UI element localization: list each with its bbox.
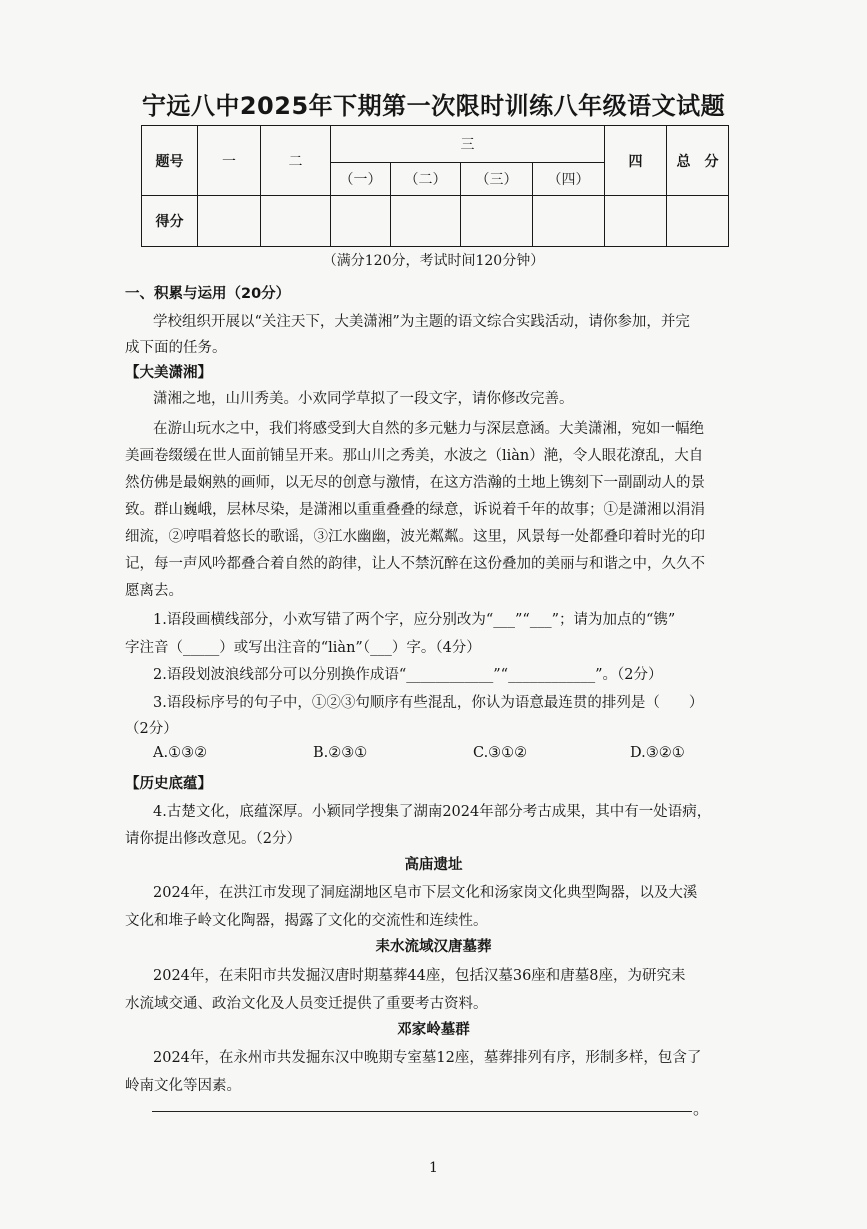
score-table-col-2: 二 <box>261 126 331 196</box>
score-table-header-label: 题号 <box>142 126 198 196</box>
question-3-cont: （2分） <box>125 721 178 737</box>
score-cell-2[interactable] <box>261 196 331 247</box>
score-table-col-1: 一 <box>198 126 261 196</box>
find-line: 2024年，在洪江市发现了洞庭湖地区皂市下层文化和汤家岗文化典型陶器，以及大溪 <box>153 885 698 901</box>
exam-note: （满分120分，考试时间120分钟） <box>322 253 545 269</box>
answer-line[interactable] <box>152 1111 692 1112</box>
para-line: 致。群山巍峨，层林尽染，是潇湘以重重叠叠的绿意，诉说着千年的故事；①是潇湘以涓涓 <box>125 502 705 518</box>
exam-title: 宁远八中2025年下期第一次限时训练八年级语文试题 <box>141 92 726 120</box>
question-1-cont: 字注音（_____）或写出注音的“liàn”（___）字。（4分） <box>125 640 481 656</box>
option-d[interactable]: D.③②① <box>630 745 685 761</box>
page-number: 1 <box>429 1160 438 1176</box>
find-line: 2024年，在永州市共发掘东汉中晚期专室墓12座，墓葬排列有序，形制多样，包含了 <box>153 1050 702 1066</box>
question-4: 4.古楚文化，底蕴深厚。小颖同学搜集了湖南2024年部分考古成果，其中有一处语病， <box>153 804 712 820</box>
find-heading: 耒水流域汉唐墓葬 <box>375 939 492 955</box>
intro-line-1: 学校组织开展以“关注天下，大美潇湘”为主题的语文综合实践活动，请你参加，并完 <box>153 314 690 330</box>
score-table-col-4: 四 <box>605 126 667 196</box>
find-line: 文化和堆子岭文化陶器，揭露了文化的交流性和连续性。 <box>125 913 488 929</box>
topic-heading-1: 【大美潇湘】 <box>125 365 212 381</box>
para-line: 在游山玩水之中，我们将感受到大自然的多元魅力与深层意涵。大美潇湘，宛如一幅绝 <box>153 421 704 437</box>
score-cell-1[interactable] <box>198 196 261 247</box>
para-line: 细流，②哼唱着悠长的歌谣，③江水幽幽，波光粼粼。这里，风景每一处都叠印着时光的印 <box>125 529 705 545</box>
para-line: 美画卷缀缓在世人面前铺呈开来。那山川之秀美，水波之（liàn）滟，令人眼花潦乱，大自 <box>125 448 704 464</box>
score-table <box>141 125 729 247</box>
score-row-label: 得分 <box>142 196 198 247</box>
score-table-sub-3: （三） <box>461 163 533 196</box>
score-table-sub-4: （四） <box>533 163 605 196</box>
score-table-col-3: 三 <box>331 126 605 163</box>
answer-end-mark: 。 <box>693 1099 710 1118</box>
find-line: 岭南文化等因素。 <box>125 1078 241 1094</box>
find-line: 2024年，在耒阳市共发掘汉唐时期墓葬44座，包括汉墓36座和唐墓8座，为研究耒 <box>153 968 686 984</box>
score-table-total: 总 分 <box>667 126 729 196</box>
find-heading: 邓家岭墓群 <box>397 1022 470 1038</box>
score-cell-3-3[interactable] <box>461 196 533 247</box>
score-cell-total[interactable] <box>667 196 729 247</box>
option-c[interactable]: C.③①② <box>473 745 528 761</box>
para-line: 愿离去。 <box>125 583 183 599</box>
intro-line-2: 成下面的任务。 <box>125 340 227 356</box>
score-table-sub-2: （二） <box>391 163 461 196</box>
question-2: 2.语段划波浪线部分可以分别换作成语“____________”“____________”。（2分） <box>153 667 663 683</box>
para-line: 记，每一声风吟都叠合着自然的韵律，让人不禁沉醉在这份叠加的美丽与和谐之中，久久不 <box>125 556 705 572</box>
topic1-intro: 潇湘之地，山川秀美。小欢同学草拟了一段文字，请你修改完善。 <box>153 391 574 407</box>
score-table-sub-1: （一） <box>331 163 391 196</box>
section-heading: 一、积累与运用（20分） <box>125 286 291 302</box>
question-4-cont: 请你提出修改意见。（2分） <box>125 831 301 847</box>
option-a[interactable]: A.①③② <box>153 745 208 761</box>
para-line: 然仿佛是最娴熟的画师，以无尽的创意与激情，在这方浩瀚的土地上镌刻下一副副动人的景 <box>125 475 705 491</box>
score-cell-3-2[interactable] <box>391 196 461 247</box>
score-cell-3-4[interactable] <box>533 196 605 247</box>
score-cell-3-1[interactable] <box>331 196 391 247</box>
score-cell-4[interactable] <box>605 196 667 247</box>
option-b[interactable]: B.②③① <box>313 745 368 761</box>
question-3: 3.语段标序号的句子中，①②③句顺序有些混乱，你认为语意最连贯的排列是（ ） <box>153 695 704 711</box>
topic-heading-2: 【历史底蕴】 <box>125 776 212 792</box>
question-1: 1.语段画横线部分，小欢写错了两个字，应分别改为“___”“___”；请为加点的“镌” <box>153 612 676 628</box>
find-line: 水流域交通、政治文化及人员变迁提供了重要考古资料。 <box>125 996 488 1012</box>
find-heading: 高庙遗址 <box>404 857 463 873</box>
